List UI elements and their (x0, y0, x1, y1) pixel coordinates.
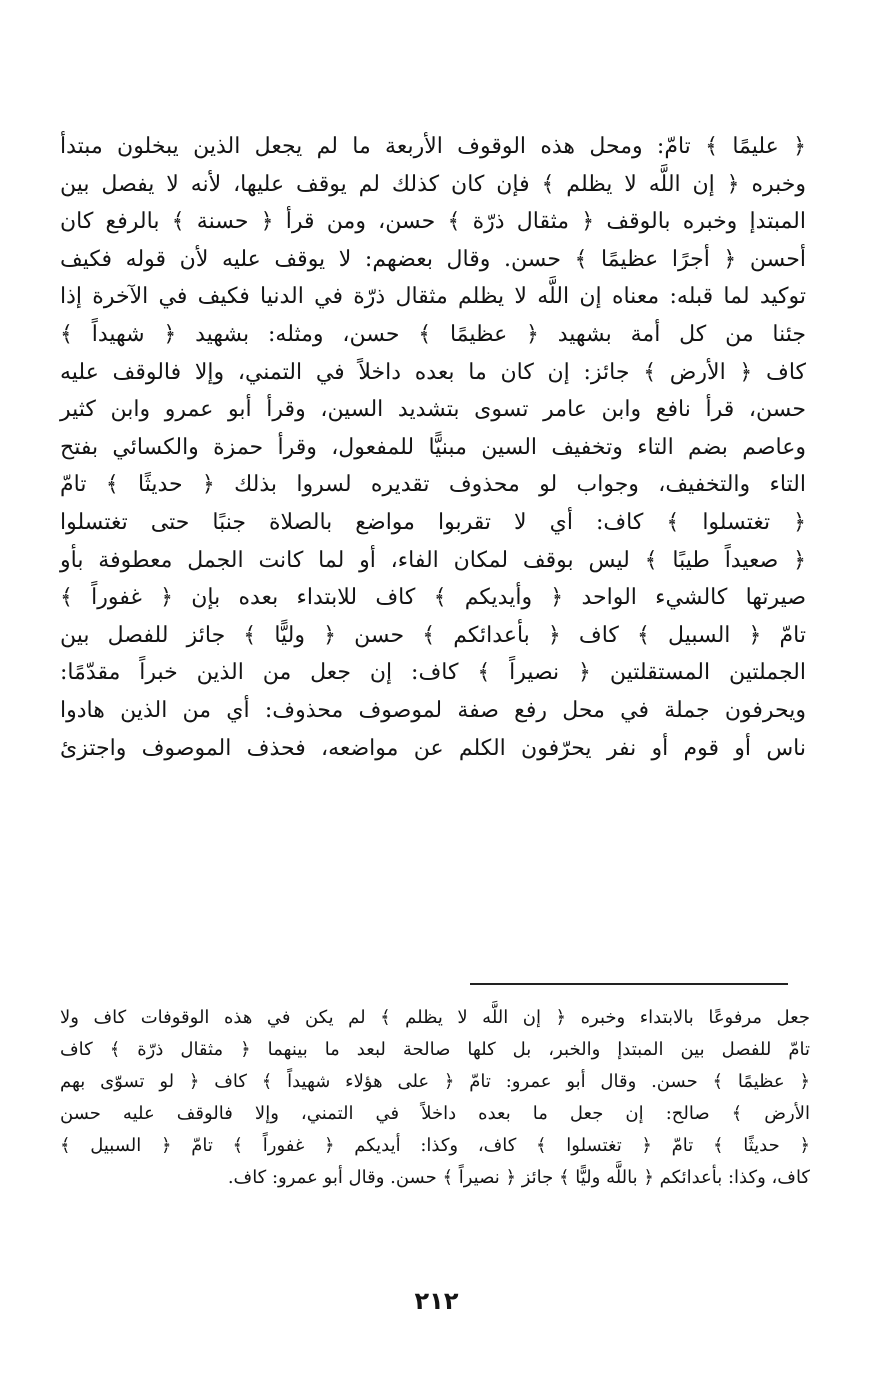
main-text-block (60, 128, 806, 767)
footnote-line: الأرض ﴾ صالح: إن جعل ما بعده داخلاً في التمني، وإلا فالوقف عليه حسن (60, 1103, 810, 1124)
text-line: وخبره ﴿ إن اللَّه لا يظلم ﴾ فإن كان كذلك لم يوقف عليها، لأنه لا يفصل بين (60, 171, 806, 197)
footnote-line: ﴿ عظيمًا ﴾ حسن. وقال أبو عمرو: تامّ ﴿ على هؤلاء شهيداً ﴾ كاف ﴿ لو تسوّى بهم (60, 1071, 810, 1092)
text-line: تامّ ﴿ السبيل ﴾ كاف ﴿ بأعدائكم ﴾ حسن ﴿ وليًّا ﴾ جائز للفصل بين (60, 622, 806, 648)
footnote-block (60, 1002, 810, 1194)
text-line: التاء والتخفيف، وجواب لو محذوف تقديره لسروا بذلك ﴿ حديثًا ﴾ تامّ (60, 472, 806, 498)
text-line: المبتدإ وخبره بالوقف ﴿ مثقال ذرّة ﴾ حسن، ومن قرأ ﴿ حسنة ﴾ بالرفع كان (60, 209, 806, 235)
text-line: صيرتها كالشيء الواحد ﴿ وأيديكم ﴾ كاف للابتداء بعده بإن ﴿ غفوراً ﴾ (60, 585, 806, 611)
text-line: توكيد لما قبله: معناه إن اللَّه لا يظلم مثقال ذرّة في الدنيا فكيف في الآخرة إذا (60, 284, 806, 310)
text-line: ﴿ عليمًا ﴾ تامّ: ومحل هذه الوقوف الأربعة ما لم يجعل الذين يبخلون مبتدأ (60, 134, 806, 159)
text-line: ﴿ تغتسلوا ﴾ كاف: أي لا تقربوا مواضع بالصلاة جنبًا حتى تغتسلوا (60, 509, 806, 535)
footnote-line: كاف، وكذا: بأعدائكم ﴿ باللَّه وليًّا ﴾ جائز ﴿ نصيراً ﴾ حسن. وقال أبو عمرو: كاف. (227, 1167, 810, 1188)
text-line: حسن، قرأ نافع وابن عامر تسوى بتشديد السين، وقرأ أبو عمرو وابن كثير (60, 397, 806, 423)
text-line: جئنا من كل أمة بشهيد ﴿ عظيمًا ﴾ حسن، ومثله: بشهيد ﴿ شهيداً ﴾ (60, 321, 807, 347)
text-line: أحسن ﴿ أجرًا عظيمًا ﴾ حسن. وقال بعضهم: لا يوقف عليه لأن قوله فكيف (60, 246, 806, 272)
text-line: ﴿ صعيداً طيبًا ﴾ ليس بوقف لمكان الفاء، أو لما كانت الجمل معطوفة بأو (60, 547, 806, 573)
text-line: ناس أو قوم أو نفر يحرّفون الكلم عن مواضعه، فحذف الموصوف واجتزئ (60, 735, 806, 761)
footnote-line: جعل مرفوعًا بالابتداء وخبره ﴿ إن اللَّه لا يظلم ﴾ لم يكن في هذه الوقوفات كاف ولا (60, 1007, 810, 1028)
text-line: الجملتين المستقلتين ﴿ نصيراً ﴾ كاف: إن جعل من الذين خبراً مقدّمًا: (60, 660, 806, 686)
text-line: كاف ﴿ الأرض ﴾ جائز: إن كان ما بعده داخلاً في التمني، وإلا فالوقف عليه (60, 359, 806, 385)
text-line: ويحرفون جملة في محل رفع صفة لموصوف محذوف: أي من الذين هادوا (60, 697, 806, 723)
footnote-line: تامّ للفصل بين المبتدإ والخبر، بل كلها صالحة لبعد ما بينهما ﴿ مثقال ذرّة ﴾ كاف (60, 1039, 810, 1060)
footnote-line: ﴿ حديثًا ﴾ تامّ ﴿ تغتسلوا ﴾ كاف، وكذا: أيديكم ﴿ غفوراً ﴾ تامّ ﴿ السبيل ﴾ (60, 1135, 810, 1156)
page-number: ٢١٢ (414, 1287, 459, 1315)
footnote-divider (470, 983, 788, 985)
text-line: وعاصم بضم التاء وتخفيف السين مبنيًّا للمفعول، وقرأ حمزة والكسائي بفتح (60, 434, 806, 460)
